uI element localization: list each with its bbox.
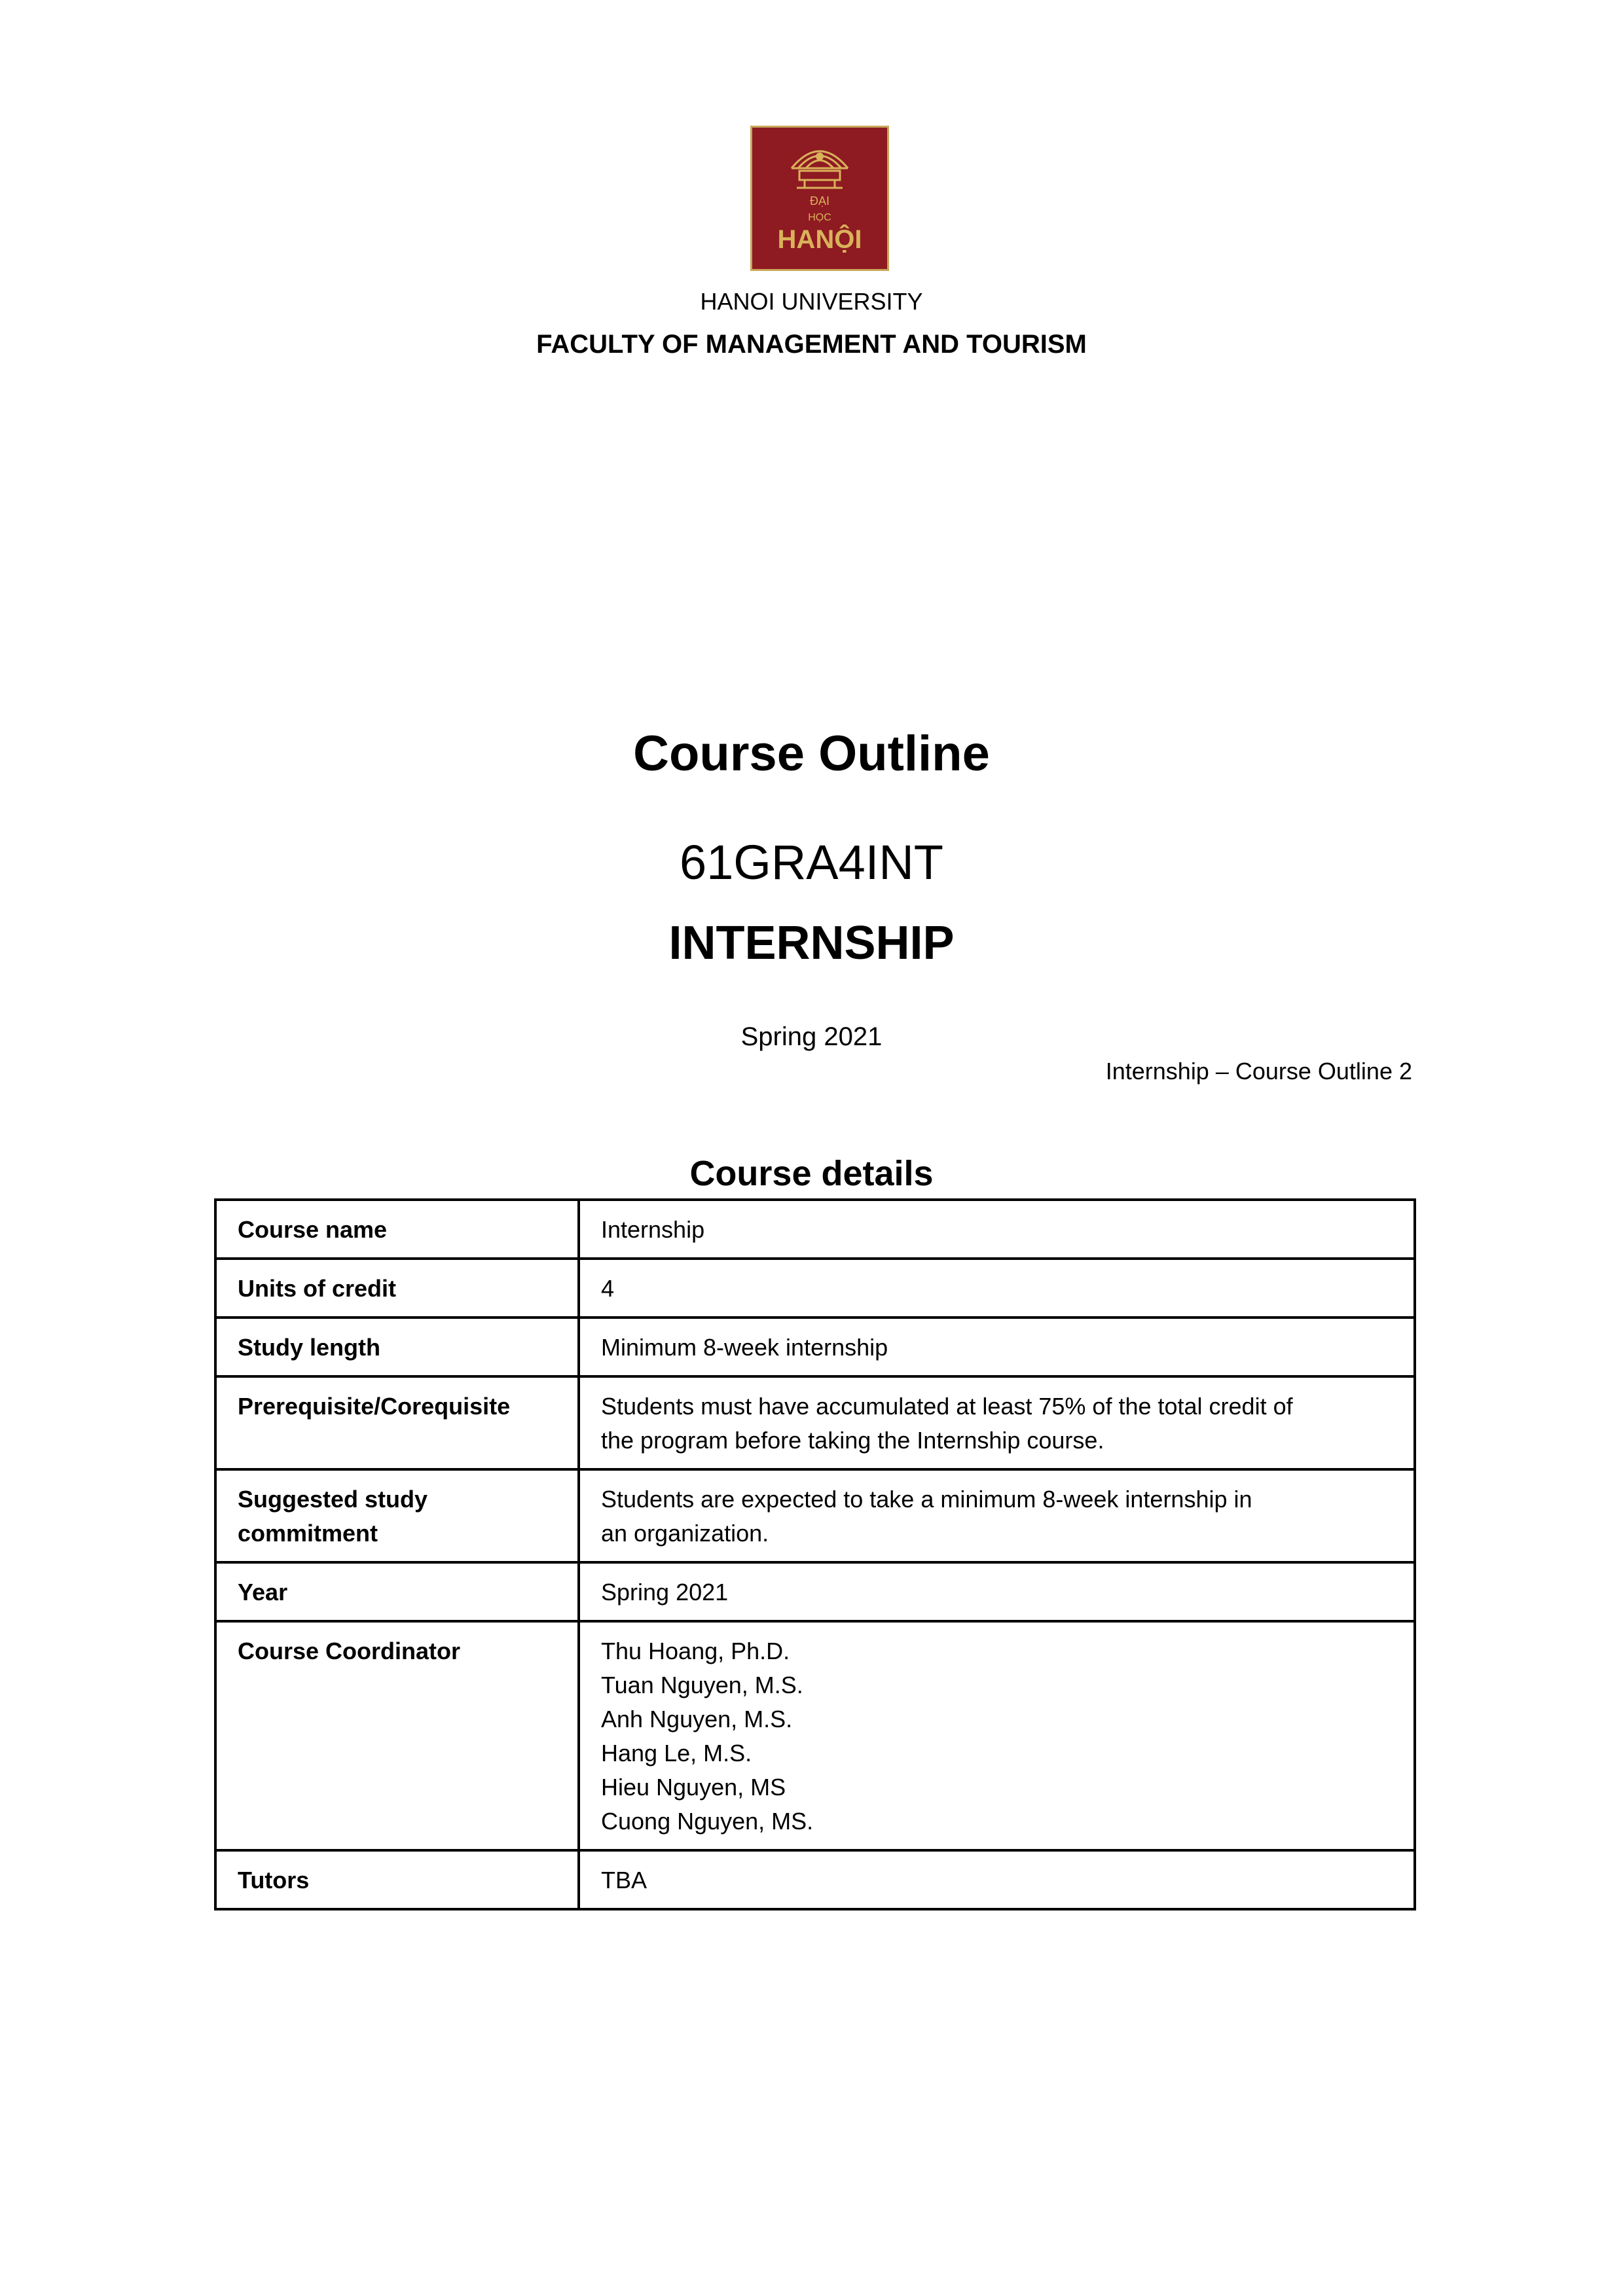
row-value xyxy=(579,1850,1415,1909)
row-value xyxy=(579,1200,1415,1259)
value-line: 4 xyxy=(601,1275,615,1302)
row-value xyxy=(579,1376,1415,1469)
university-name: HANOI UNIVERSITY xyxy=(700,288,923,315)
value-line: Spring 2021 xyxy=(601,1579,729,1605)
course-term: Spring 2021 xyxy=(740,1022,883,1051)
value-line: the program before taking the Internship course. xyxy=(601,1427,1104,1454)
document-title: Course Outline xyxy=(633,726,990,781)
row-label: Year xyxy=(215,1562,579,1621)
value-line: Thu Hoang, Ph.D. xyxy=(601,1638,790,1664)
row-value xyxy=(579,1469,1415,1562)
logo-text-line1: ĐẠI xyxy=(809,194,830,207)
course-code: 61GRA4INT xyxy=(679,835,944,889)
table-row xyxy=(215,1259,1415,1318)
value-line: Anh Nguyen, M.S. xyxy=(601,1706,793,1732)
table-row xyxy=(215,1562,1415,1621)
table-row xyxy=(215,1850,1415,1909)
value-line: an organization. xyxy=(601,1520,769,1547)
table-row xyxy=(215,1318,1415,1376)
value-line: TBA xyxy=(601,1867,647,1893)
row-label: Tutors xyxy=(215,1850,579,1909)
value-line: Internship xyxy=(601,1216,705,1243)
row-label: Units of credit xyxy=(215,1259,579,1318)
value-line: Tuan Nguyen, M.S. xyxy=(601,1672,803,1698)
value-line: Minimum 8-week internship xyxy=(601,1334,888,1361)
row-label: Course name xyxy=(215,1200,579,1259)
value-line: Students must have accumulated at least 75% of the total credit of xyxy=(601,1393,1293,1420)
course-details-table xyxy=(214,1198,1416,1910)
value-line: Cuong Nguyen, MS. xyxy=(601,1808,814,1835)
row-value xyxy=(579,1621,1415,1850)
logo-text-line2: HỌC xyxy=(808,212,831,223)
section-title: Course details xyxy=(689,1154,934,1193)
value-line: Students are expected to take a minimum 8-week internship in xyxy=(601,1486,1252,1513)
row-value xyxy=(579,1318,1415,1376)
row-value xyxy=(579,1562,1415,1621)
row-label: Course Coordinator xyxy=(215,1621,579,1850)
table-row xyxy=(215,1621,1415,1850)
value-line: Hieu Nguyen, MS xyxy=(601,1774,786,1801)
university-logo xyxy=(750,126,889,271)
value-line: Hang Le, M.S. xyxy=(601,1740,752,1767)
table-row xyxy=(215,1376,1415,1469)
table-row xyxy=(215,1200,1415,1259)
row-label: Prerequisite/Corequisite xyxy=(215,1376,579,1469)
row-value xyxy=(579,1259,1415,1318)
course-title: INTERNSHIP xyxy=(668,917,955,969)
running-header: Internship – Course Outline 2 xyxy=(1105,1058,1412,1085)
logo-text-line3: HANỘI xyxy=(777,225,862,254)
row-label: Study length xyxy=(215,1318,579,1376)
faculty-name: FACULTY OF MANAGEMENT AND TOURISM xyxy=(536,330,1087,359)
university-emblem-icon xyxy=(752,128,887,269)
table-row xyxy=(215,1469,1415,1562)
row-label: Suggested study commitment xyxy=(215,1469,579,1562)
